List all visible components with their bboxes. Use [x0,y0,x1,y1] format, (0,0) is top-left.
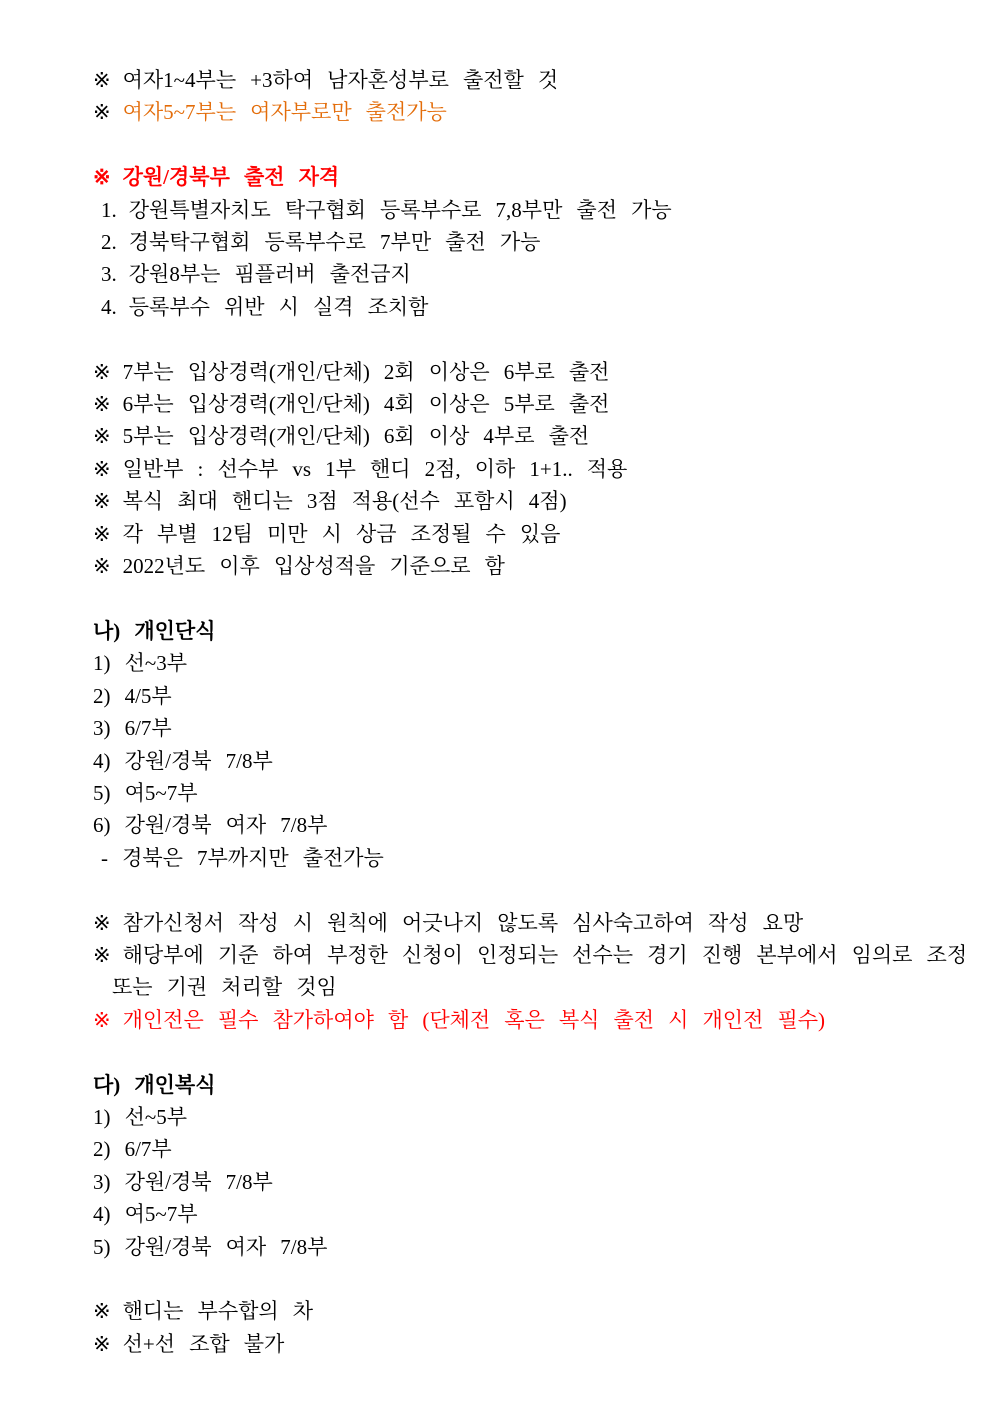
text-line [93,680,962,712]
line-text: 개인전은 필수 참가하여야 함 (단체전 혹은 복식 출전 시 개인전 필수) [122,1007,826,1032]
line-text: 여자5~7부는 여자부로만 출전가능 [122,100,447,125]
text-line [93,226,962,258]
text-line [93,64,962,96]
text-line [93,550,962,582]
line-text: 나) 개인단식 [93,618,216,643]
list-marker: ※ [93,424,111,449]
line-text: 강원/경북부 출전 자격 [122,165,340,190]
line-text: 일반부 : 선수부 vs 1부 핸디 2점, 이하 1+1.. 적용 [122,456,628,481]
line-text: 핸디는 부수합의 차 [122,1299,314,1324]
text-line [93,194,962,226]
text-line [93,1133,962,1165]
line-text: 5) 강원/경북 여자 7/8부 [93,1234,328,1259]
line-text: 4) 강원/경북 7/8부 [93,748,273,773]
text-line [93,1328,962,1360]
blank-line [93,583,962,615]
list-marker: 2. [101,230,117,255]
blank-line [93,1263,962,1295]
text-line [93,161,962,193]
line-text: 강원8부는 핌플러버 출전금지 [128,262,411,287]
text-line [93,453,962,485]
text-line [93,777,962,809]
line-text: 강원특별자치도 탁구협회 등록부수로 7,8부만 출전 가능 [128,197,672,222]
text-line [93,615,962,647]
text-line [93,258,962,290]
list-marker: ※ [93,100,111,125]
text-line [93,1101,962,1133]
line-text: 7부는 입상경력(개인/단체) 2회 이상은 6부로 출전 [122,359,610,384]
text-line [93,647,962,679]
text-line [93,907,962,939]
list-marker: ※ [93,456,111,481]
line-text: 경북탁구협회 등록부수로 7부만 출전 가능 [128,230,541,255]
line-text: 6부는 입상경력(개인/단체) 4회 이상은 5부로 출전 [122,392,610,417]
line-text: 2) 6/7부 [93,1137,172,1162]
text-line [93,809,962,841]
list-marker: ※ [93,392,111,417]
line-text: 2) 4/5부 [93,683,172,708]
list-marker: 1. [101,197,117,222]
text-line [93,485,962,517]
text-line [93,745,962,777]
text-line [93,96,962,128]
line-text: 2022년도 이후 입상성적을 기준으로 함 [122,554,505,579]
line-text: 1) 선~3부 [93,651,187,676]
blank-line [93,874,962,906]
line-text: - 경북은 7부까지만 출전가능 [101,845,384,870]
text-line [93,1231,962,1263]
line-text: 3) 6/7부 [93,716,172,741]
text-line [93,356,962,388]
text-line [93,842,962,874]
line-text: 선+선 조합 불가 [122,1331,285,1356]
line-text: 5부는 입상경력(개인/단체) 6회 이상 4부로 출전 [122,424,590,449]
text-line [93,1004,962,1036]
list-marker: ※ [93,942,111,967]
line-text: 다) 개인복식 [93,1072,216,1097]
line-text: 참가신청서 작성 시 원칙에 어긋나지 않도록 심사숙고하여 작성 요망 [122,910,804,935]
text-line [93,1198,962,1230]
text-line [93,971,962,1003]
line-text: 1) 선~5부 [93,1105,187,1129]
list-marker: 4. [101,294,117,319]
line-text: 복식 최대 핸디는 3점 적용(선수 포함시 4점) [122,489,567,514]
document-body [93,64,968,1360]
blank-line [93,1036,962,1068]
text-line [93,291,962,323]
list-marker: ※ [93,1331,111,1356]
list-marker: ※ [93,1007,111,1032]
line-text: 여자1~4부는 +3하여 남자혼성부로 출전할 것 [122,68,559,92]
text-line [93,939,968,971]
list-marker: ※ [93,521,111,546]
line-text: 해당부에 기준 하여 부정한 신청이 인정되는 선수는 경기 진행 본부에서 임의로 조정 [122,942,968,967]
list-marker: ※ [93,554,111,579]
text-line [93,420,962,452]
line-text: 6) 강원/경북 여자 7/8부 [93,813,328,838]
text-line [93,388,962,420]
list-marker: ※ [93,1299,111,1324]
list-marker: 3. [101,262,117,287]
line-text: 4) 여5~7부 [93,1202,198,1227]
text-line [93,1295,962,1327]
line-text: 각 부별 12팀 미만 시 상금 조정될 수 있음 [122,521,561,546]
line-text: 등록부수 위반 시 실격 조치함 [128,294,429,319]
line-text: 또는 기권 처리할 것임 [112,975,337,1000]
list-marker: ※ [93,359,111,384]
list-marker: ※ [93,68,111,92]
blank-line [93,129,962,161]
list-marker: ※ [93,910,111,935]
list-marker: ※ [93,165,111,190]
text-line [93,712,962,744]
blank-line [93,323,962,355]
text-line [93,1166,962,1198]
text-line [93,518,962,550]
list-marker: ※ [93,489,111,514]
line-text: 5) 여5~7부 [93,780,198,805]
text-line [93,1069,962,1101]
line-text: 3) 강원/경북 7/8부 [93,1169,273,1194]
